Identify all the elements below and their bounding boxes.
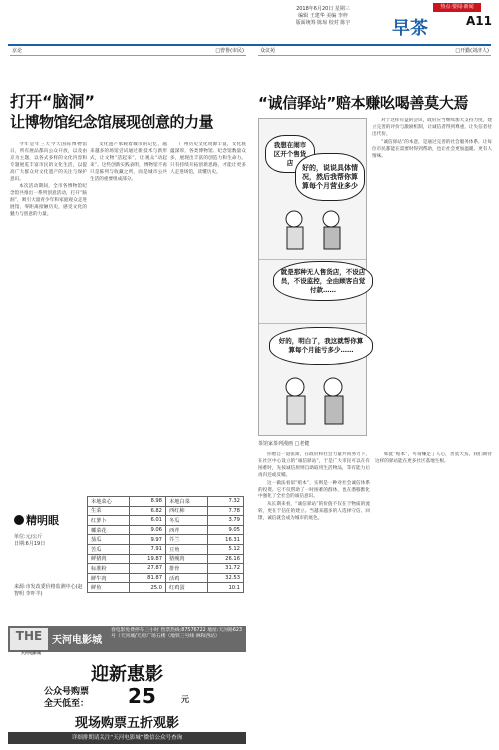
cinema-brand: 天河电影城 [52,635,102,646]
left-paragraph: 广州历史文化资源丰富，文化底蕴深厚，各类博物馆、纪念馆数量众多，展现出丰富的创造力和生命力。只有持续开拓创新思路，才能让更多人走进场馆，读懂历史。 [170,142,246,175]
right-section-bar [258,47,491,56]
ad-footer: 详细排期请关注“天河电影城”微信公众号查询 [8,732,246,744]
price-date: 日期:6月19日 [14,541,46,547]
left-headline-line2: 让博物馆纪念馆展现创意的力量 [10,113,214,131]
price-item-value: 7.78 [208,506,244,516]
price-item-name: 茄瓜 [88,535,130,545]
price-item-value: 7.91 [130,544,166,554]
eye-icon [14,515,24,525]
cinema-logo: THE 天河电影城 [10,628,48,650]
price-item-value: 6.82 [130,506,166,516]
price-row [88,583,244,593]
comic-bubble-3: 就是那种无人售货店，不设店员，不设监控，全由顾客自觉付款…… [273,261,373,301]
price-item-value: 16.31 [208,535,244,545]
left-article-col1 [10,142,87,492]
price-item-value: 27.87 [130,564,166,574]
price-item-name: 标准粉 [88,564,130,574]
issue-date: 2018年6月20日 星期三 [296,6,350,12]
right-paragraph: “诚信驿站”的本意，是通过完善的社会服务体系，让每位市民都能在需要时得到帮助，也让社会更加温暖、更有人情味。 [372,139,492,159]
price-item-value: 10.1 [208,583,244,593]
price-unit: 单位:元/公斤 [14,534,43,540]
left-paragraph: 文化遗产承载着城市的记忆，越来越多的场馆尝试通过新技术与新形式，让文物“活起来”，让观众“动起来”。这些创新实践表明，博物馆不再只是陈列与收藏之所，而是城市公共生活的重要组成部分。 [90,142,167,182]
ad-price-unit: 元 [181,695,189,704]
left-article-col2 [90,142,167,492]
masthead [0,0,499,46]
comic-bubble-4: 好的，明白了，我这就帮你算算每个月能亏多少…… [269,327,373,365]
price-box-meta [14,534,45,548]
price-item-value: 8.98 [130,497,166,507]
masthead-rule [8,44,491,46]
left-headline [10,92,245,132]
price-row [88,573,244,583]
issue-meta [258,6,388,27]
price-item-name: 活鸡 [166,573,208,583]
right-paragraph: 对于这样有益的尝试，政府应当继续加大支持力度，建立完善的评价与激励机制，让诚信者得到尊重，让失信者付出代价。 [372,118,492,137]
price-item-name: 生菜 [88,506,130,516]
comic-strip [258,118,367,436]
right-paragraph: 这一做法看似“赔本”，实则是一种对社会诚信体系的投资。它不仅帮助了一时困难的群体，也在潜移默化中强化了全社会的诚信意识。 [258,480,370,500]
price-item-value: 6.01 [130,516,166,526]
right-paragraph: 如此“赔本”，可谓赚足了人心，善莫大焉。我们期待这样的驿站能在更多社区落地生根。 [375,452,492,464]
price-item-name: 红鸡蛋 [166,583,208,593]
price-row [88,564,244,574]
price-item-name: 豆角 [166,544,208,554]
price-item-value: 32.53 [208,573,244,583]
right-headline: “诚信驿站”赔本赚吆喝善莫大焉 [258,94,469,112]
price-source: 来源:市发改委价格监测中心(赵智明 李吓羊) [14,584,83,597]
price-row [88,554,244,564]
price-row [88,506,244,516]
left-section-author: □曾鲁(市民) [215,48,244,54]
price-item-value: 9.05 [208,525,244,535]
price-item-value: 7.32 [208,497,244,507]
price-item-value: 25.0 [130,583,166,593]
price-row [88,544,244,554]
right-article-col-top [372,118,492,458]
right-paragraph: 从长期来看，“诚信驿站”的价值不仅在于物质的流转，更在于信任的建立。当越来越多的人选择守信、回馈，诚信就会成为城市的底色。 [258,502,370,522]
price-item-name: 本地白菜 [166,497,208,507]
price-item-name: 西红柿 [166,506,208,516]
comic-bubble-1: 我想在闹市区开个售货店 [265,135,315,173]
price-table [87,496,244,593]
price-item-name: 西芹 [166,525,208,535]
right-paragraph: 你始自一道张斯，在政府和社会力量共同努力下，在社区中心设立的“诚信驿站”，于是广大市民可以在有困难时，先按诚信原则自助取用生活物品，等有能力后再归还或反哺。 [258,452,370,478]
comic-figures-1 [279,205,349,255]
page-number: A11 [466,14,492,28]
right-section-name: 众议苑 [260,48,276,54]
price-item-value: 3.79 [208,516,244,526]
price-item-value: 26.16 [208,554,244,564]
price-item-name: 排骨 [166,564,208,574]
left-section-bar [10,47,246,56]
left-article-col3 [170,142,246,492]
price-item-name: 冬瓜 [166,516,208,526]
price-item-value: 9.06 [130,525,166,535]
price-item-value: 31.72 [208,564,244,574]
left-section-name: 京论 [12,48,23,54]
newspaper-logo: 早茶 [392,18,428,39]
price-box-logo: 精明眼 [14,512,59,528]
right-article-col2 [258,452,370,744]
ad-header [8,626,246,655]
price-item-name: 红萝卜 [88,516,130,526]
left-paragraph: 今年是年三天今天国际博物馆日，所有展品都向公众开放，以及由京为主题，以各式多样的文化内容和专题展览丰富市民的文化生活，以提高广大群众对文化遗产的关注与保护意识。 [10,142,87,182]
price-item-name: 椰菜花 [88,525,130,535]
price-item-name: 苦瓜 [88,544,130,554]
comic-credit: 茶馆家茶列漫画 □老健 [258,441,310,447]
ad-coupon-text: 公众号购票 全天低至： [44,687,90,709]
ad-price: 25 [128,684,156,708]
section-badge: 热点·要闻·新闻 [433,3,481,12]
price-row [88,535,244,545]
issue-editors: 编辑 王建华 美编 李梓 [298,13,348,19]
price-item-name: 本地菜心 [88,497,130,507]
comic-figures-2 [277,371,353,431]
price-item-value: 19.87 [130,554,166,564]
comic-panel-divider [259,323,366,324]
price-item-name: 鲜猪肉 [88,554,130,564]
price-row [88,525,244,535]
left-paragraph: 本次活动期间，全市各博物馆纪念馆共推出一系列创意活动，打开“脑洞”，吸引大量青少年和家庭观众走进展馆，零距离接触历史，感受文化的魅力与创意的力量。 [10,184,87,218]
right-article-col3 [375,452,492,744]
price-item-name: 猪瘦肉 [166,554,208,564]
cinema-logo-sub: 天河电影城 [21,650,41,655]
cinema-ad [8,626,246,747]
price-row [88,516,244,526]
price-item-name: 鲜牛肉 [88,573,130,583]
right-section-author: □开勤(刘济人) [455,48,489,54]
price-item-value: 5.12 [208,544,244,554]
issue-staff: 版面统筹 陈琼 校对 陈宇 [295,20,351,26]
comic-panel-divider [259,259,366,260]
comic-bubble-2: 好的，说说具体情况，然后我帮你算算每个月营业多少 [295,153,365,201]
ad-subheadline: 现场购票五折观影 [74,716,179,731]
price-item-name: 芥兰 [166,535,208,545]
price-row [88,497,244,507]
price-item-name: 鲜鱼 [88,583,130,593]
price-box [10,496,246,622]
ad-headline: 迎新惠影 [91,664,163,685]
left-headline-line1: 打开“脑洞” [10,92,96,111]
price-item-value: 81.87 [130,573,166,583]
cinema-hotline: 春电影免费停车三小时 售票热线:87576722 地址:天河路623号（天河城/天府广场五楼（地铁三号线 林和西站） [111,628,242,639]
price-item-value: 9.97 [130,535,166,545]
